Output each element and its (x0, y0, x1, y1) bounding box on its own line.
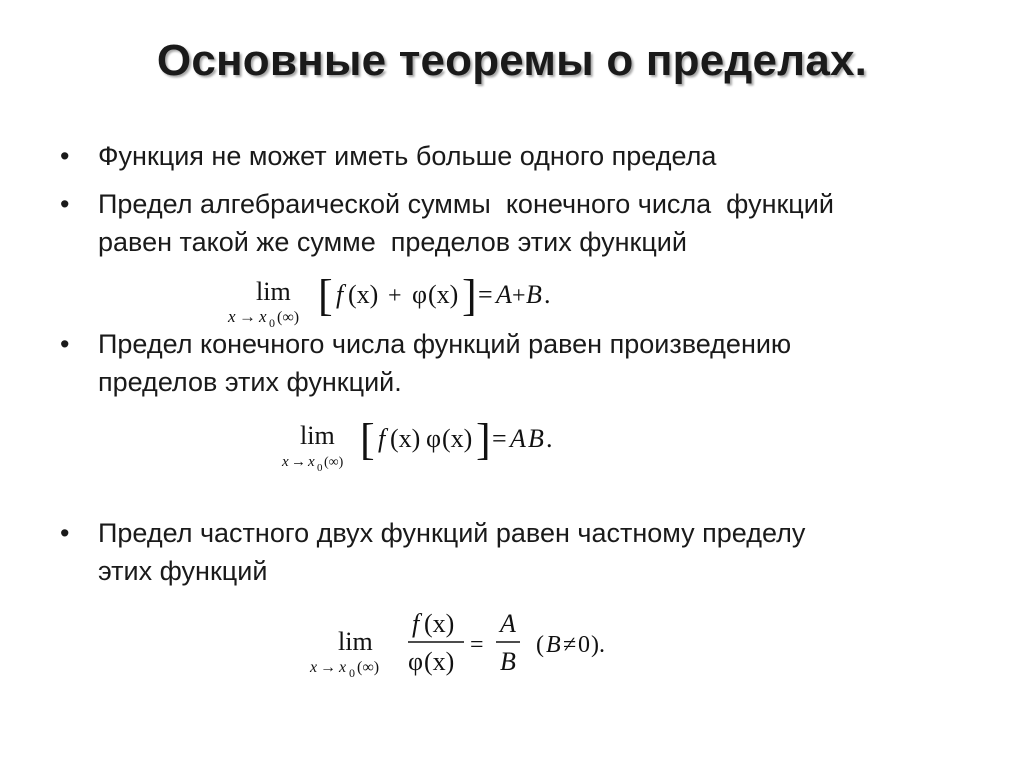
lim-sub-zero: 0 (269, 316, 275, 330)
lim-sub-x0: x (339, 659, 347, 676)
result-a: A (510, 424, 526, 453)
lim-operator: lim (256, 277, 291, 306)
result-b: B (526, 280, 542, 309)
condition-open-paren: ( (536, 632, 544, 658)
result-denominator-b: B (500, 647, 516, 676)
lim-sub-x: x (228, 307, 236, 326)
func-phi: φ (412, 280, 428, 309)
arrow-icon: → (320, 659, 336, 676)
formula-limit-quotient (308, 600, 638, 686)
result-a: A (496, 280, 512, 309)
result-period: . (546, 424, 553, 453)
arrow-icon: → (291, 454, 306, 470)
equals-sign: = (492, 424, 507, 453)
lim-operator: lim (300, 421, 335, 450)
condition-close-paren: ) (591, 632, 599, 658)
lim-sub-inf: (∞) (277, 309, 300, 326)
result-plus: + (512, 283, 526, 309)
plus-operator: + (388, 283, 402, 309)
bullet-text-line-1: Предел частного двух функций равен частному пределу (98, 518, 806, 548)
func-f: f (378, 424, 386, 453)
numerator-f: f (412, 609, 420, 638)
bullet-icon: • (60, 141, 70, 171)
bullet-text-line-2: пределов этих функций. (98, 367, 402, 397)
lim-operator: lim (338, 627, 373, 656)
bullet-icon: • (60, 518, 70, 548)
condition-not-equal: ≠ (563, 632, 577, 658)
bullet-text-line-2: равен такой же сумме пределов этих функций (98, 227, 687, 257)
func-f-arg: (x) (348, 280, 379, 309)
bullet-text-line-1: Предел алгебраической суммы конечного числа функций (98, 189, 834, 219)
equals-sign: = (478, 280, 493, 309)
result-numerator-a: A (500, 609, 516, 638)
lim-sub-inf: (∞) (357, 659, 380, 676)
func-f-arg: (x) (390, 424, 421, 453)
result-b: B (528, 424, 544, 453)
numerator-arg: (x) (424, 609, 455, 638)
lim-sub-x0: x (308, 454, 315, 470)
formula-limit-product (280, 414, 600, 476)
result-period: . (544, 280, 551, 309)
func-phi-arg: (x) (428, 280, 459, 309)
left-bracket: [ (318, 271, 333, 320)
bullet-icon: • (60, 189, 70, 219)
formula-limit-sum (226, 270, 586, 332)
lim-sub-zero: 0 (349, 666, 355, 680)
func-phi-arg: (x) (442, 424, 473, 453)
right-bracket: ] (476, 415, 491, 464)
bullet-text-line-2: этих функций (98, 556, 268, 586)
func-f: f (336, 280, 344, 309)
lim-sub-zero: 0 (317, 462, 323, 474)
lim-sub-inf: (∞) (324, 455, 344, 470)
lim-sub-x0: x (259, 307, 267, 326)
arrow-icon: → (239, 307, 256, 326)
lim-sub-x: x (310, 659, 318, 676)
equals-sign: = (470, 632, 484, 658)
left-bracket: [ (360, 415, 375, 464)
lim-sub-x: x (282, 454, 289, 470)
bullet-icon: • (60, 329, 70, 359)
denominator-phi: φ (408, 647, 424, 676)
bullet-text-line-1: Предел конечного числа функций равен произведению (98, 329, 792, 359)
right-bracket: ] (462, 271, 477, 320)
func-phi: φ (426, 424, 442, 453)
result-period: . (599, 632, 605, 658)
condition-b: B (546, 632, 561, 658)
slide-title: Основные теоремы о пределах. (156, 36, 868, 85)
condition-zero: 0 (578, 632, 590, 658)
bullet-text: Функция не может иметь больше одного предела (98, 141, 717, 171)
denominator-arg: (x) (424, 647, 455, 676)
